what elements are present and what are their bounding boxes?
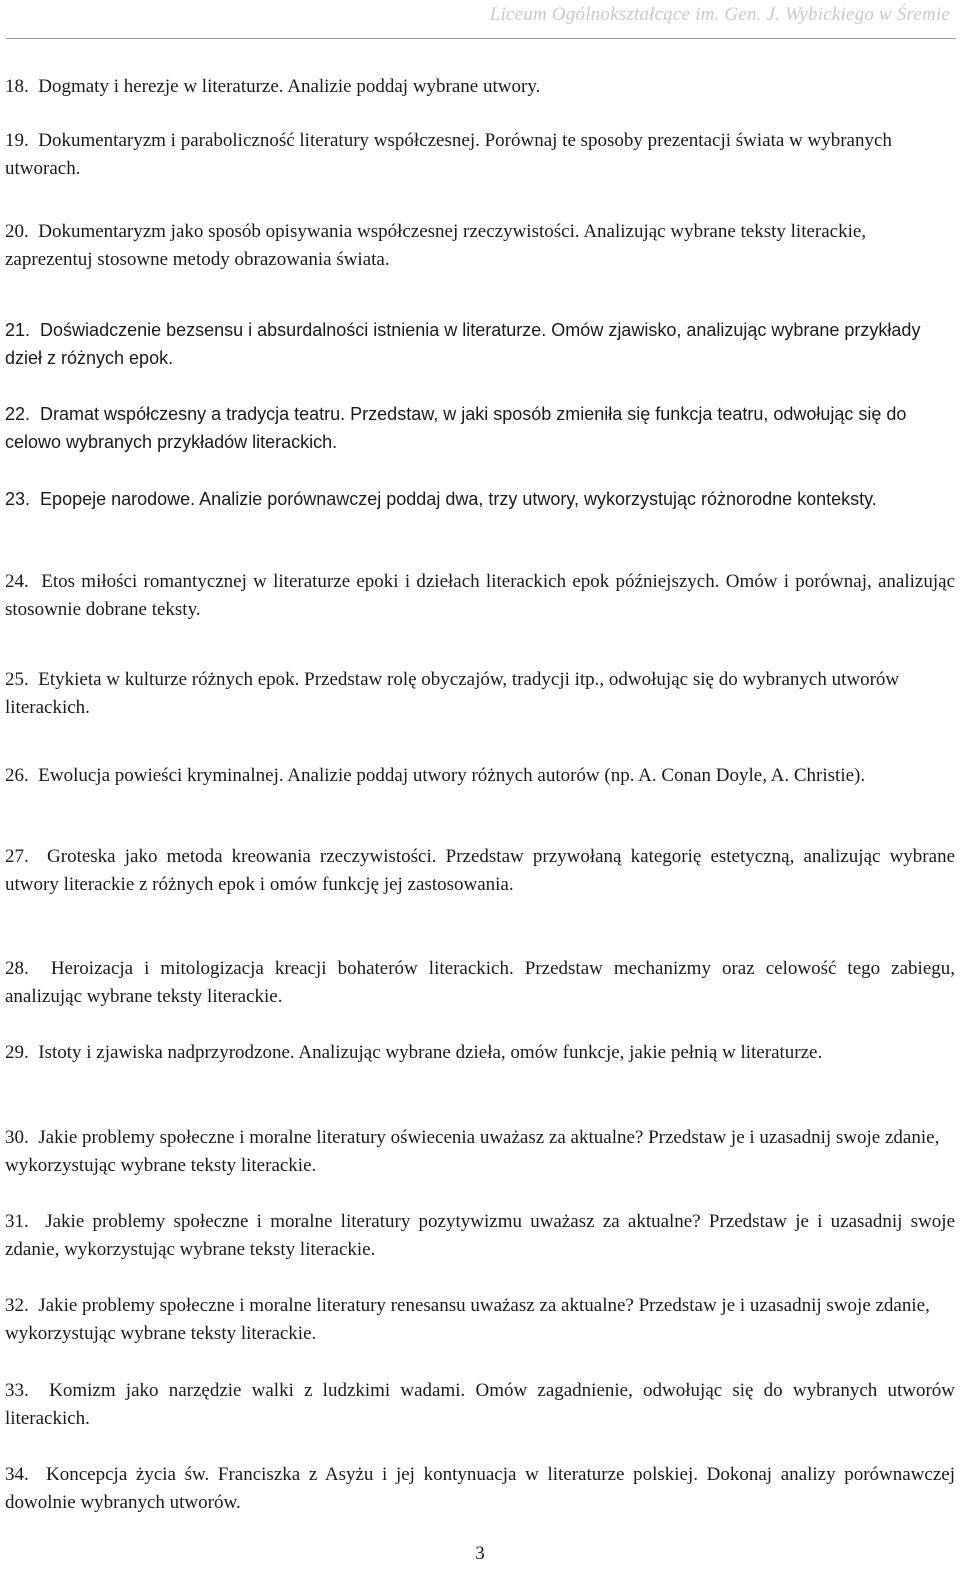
topic-32 — [5, 1292, 955, 1348]
topic-text: Epopeje narodowe. Analizie porównawczej poddaj dwa, trzy utwory, wykorzystując różnorodne konteksty. — [40, 489, 877, 509]
topic-29 — [5, 1039, 935, 1067]
topic-text: Etykieta w kulturze różnych epok. Przedstaw rolę obyczajów, tradycji itp., odwołując się do wybranych utworów literackich. — [5, 669, 900, 718]
topic-22 — [5, 400, 955, 456]
topic-text: Groteska jako metoda kreowania rzeczywistości. Przedstaw przywołaną kategorię estetyczną, analizując wybrane utwory literackie z różnych epok i omów funkcję jej zastosowania. — [5, 846, 956, 895]
topic-28 — [5, 955, 955, 1011]
topic-text: Jakie problemy społeczne i moralne literatury renesansu uważasz za aktualne? Przedstaw je i uzasadnij swoje zdanie, wykorzystując wybrane teksty literackie. — [5, 1295, 930, 1344]
topic-18 — [5, 73, 955, 101]
topic-20 — [5, 218, 955, 274]
topic-text: Jakie problemy społeczne i moralne literatury pozytywizmu uważasz za aktualne? Przedstaw je i uzasadnij swoje zdanie, wykorzystując wybrane teksty literackie. — [5, 1211, 955, 1260]
topic-number: 24. — [5, 571, 29, 592]
topic-text: Dokumentaryzm i paraboliczność literatury współczesnej. Porównaj te sposoby prezentacji świata w wybranych utworach. — [5, 130, 892, 179]
topic-number: 23. — [5, 489, 31, 509]
topic-23 — [5, 485, 955, 513]
topic-text: Ewolucja powieści kryminalnej. Analizie poddaj utwory różnych autorów (np. A. Conan Doyle, A. Christie). — [38, 765, 866, 786]
topic-26 — [5, 762, 955, 790]
topic-text: Doświadczenie bezsensu i absurdalności istnienia w literaturze. Omów zjawisko, analizując wybrane przykłady dzieł z różnych epok. — [5, 320, 921, 368]
topic-text: Etos miłości romantycznej w literaturze epoki i dziełach literackich epok późniejszych. Omów i porównaj, analizując stosownie dobrane teksty. — [5, 571, 955, 620]
topic-number: 34. — [5, 1464, 29, 1485]
topic-text: Dogmaty i herezje w literaturze. Analizie poddaj wybrane utwory. — [38, 76, 541, 97]
topic-number: 29. — [5, 1042, 29, 1063]
topic-25 — [5, 666, 955, 722]
topic-text: Dramat współczesny a tradycja teatru. Przedstaw, w jaki sposób zmieniła się funkcja teatru, odwołując się do celowo wybranych przykładów literackich. — [5, 404, 907, 452]
topic-number: 32. — [5, 1295, 29, 1316]
topic-number: 33. — [5, 1380, 29, 1401]
topic-text: Komizm jako narzędzie walki z ludzkimi wadami. Omów zagadnienie, odwołując się do wybranych utworów literackich. — [5, 1380, 955, 1429]
topic-text: Dokumentaryzm jako sposób opisywania współczesnej rzeczywistości. Analizując wybrane teksty literackie, zaprezentuj stosowne metody obrazowania świata. — [5, 221, 867, 270]
topic-33 — [5, 1377, 955, 1433]
topic-34 — [5, 1461, 955, 1517]
topic-27 — [5, 843, 955, 899]
topic-text: Heroizacja i mitologizacja kreacji bohaterów literackich. Przedstaw mechanizmy oraz celowość tego zabiegu, analizując wybrane teksty literackie. — [5, 958, 955, 1007]
topic-number: 27. — [5, 846, 29, 867]
page-number: 3 — [475, 1543, 485, 1564]
topic-number: 28. — [5, 958, 29, 979]
topic-number: 19. — [5, 130, 29, 151]
topic-number: 22. — [5, 404, 31, 424]
topic-21 — [5, 316, 955, 372]
header-divider — [6, 38, 956, 39]
topic-number: 25. — [5, 669, 29, 690]
topic-number: 26. — [5, 765, 29, 786]
topic-number: 30. — [5, 1127, 29, 1148]
topic-text: Koncepcja życia św. Franciszka z Asyżu i jej kontynuacja w literaturze polskiej. Dokonaj analizy porównawczej dowolnie wybranych utworów. — [5, 1464, 955, 1513]
topic-31 — [5, 1208, 955, 1264]
topic-number: 18. — [5, 76, 29, 97]
topic-number: 21. — [5, 320, 31, 340]
topic-text: Jakie problemy społeczne i moralne literatury oświecenia uważasz za aktualne? Przedstaw je i uzasadnij swoje zdanie, wykorzystując wybrane teksty literackie. — [5, 1127, 940, 1176]
topic-number: 20. — [5, 221, 29, 242]
topic-24 — [5, 568, 955, 624]
topic-19 — [5, 127, 955, 183]
topic-text: Istoty i zjawiska nadprzyrodzone. Analizując wybrane dzieła, omów funkcje, jakie pełnią w literaturze. — [38, 1042, 823, 1063]
topic-number: 31. — [5, 1211, 29, 1232]
page-header-school-name: Liceum Ogólnokształcące im. Gen. J. Wybickiego w Śremie — [489, 4, 950, 25]
topic-30 — [5, 1124, 955, 1180]
